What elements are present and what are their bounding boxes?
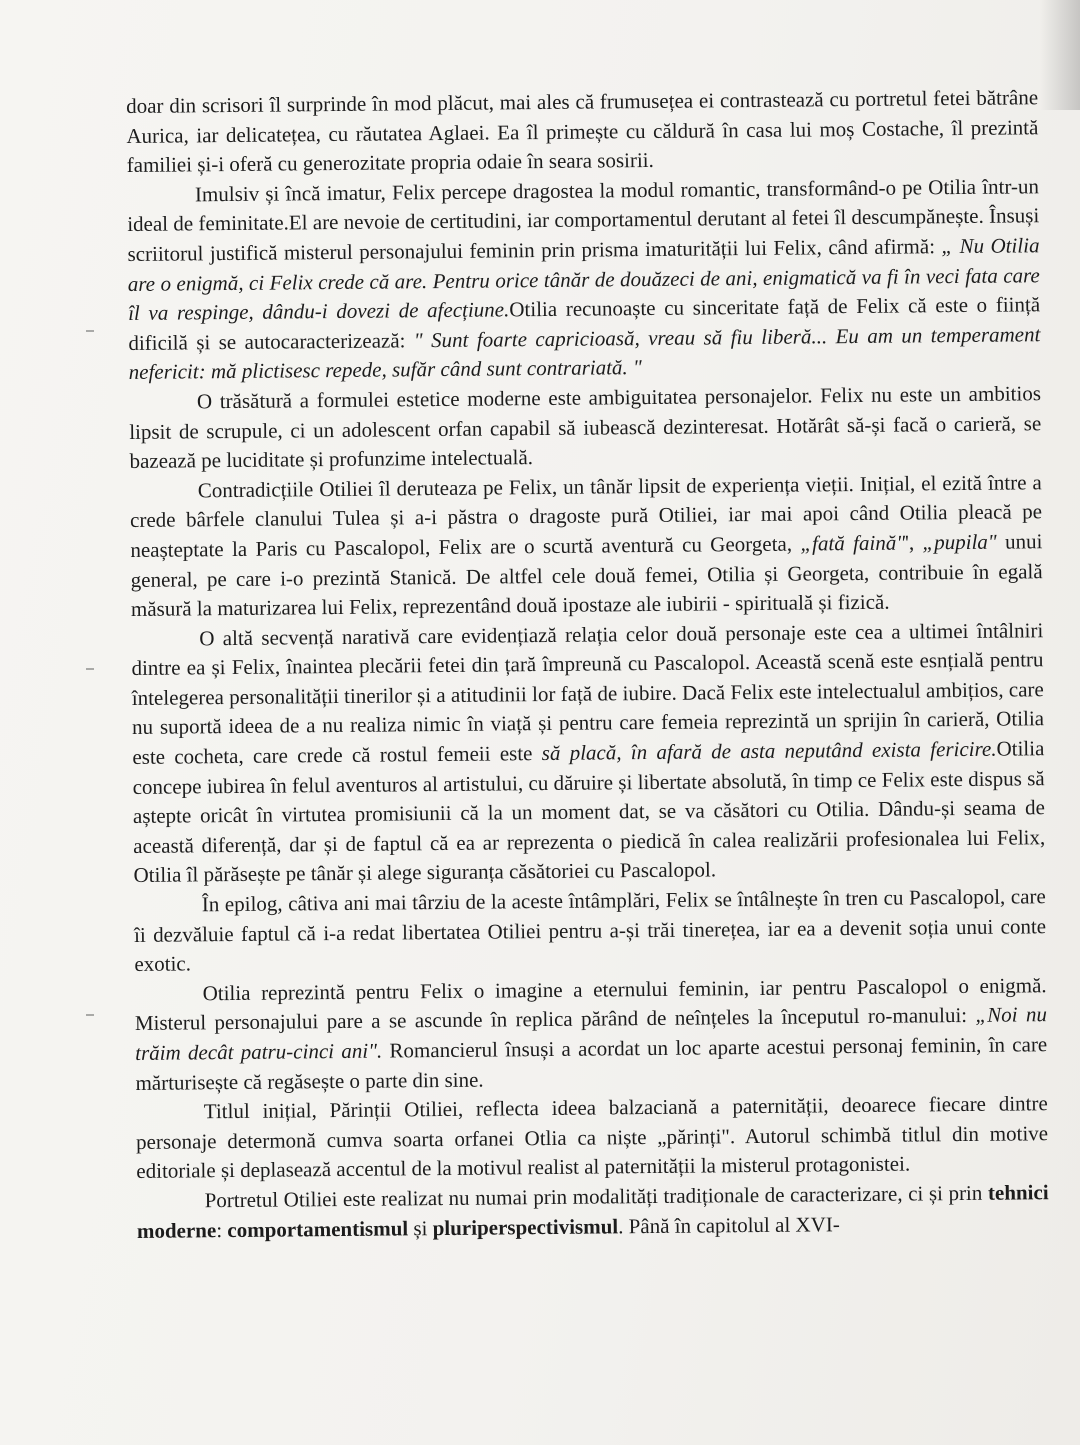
paragraph-9: Portretul Otiliei este realizat nu numai prin modalități tradiționale de caracterizare, ci și prin tehnici moderne: comportamentismul și pluriperspectivismul. Până în capitolul al XVI- [136,1180,1049,1243]
paragraph-5: O altă secvență narativă care evidențiază relația celor două personaje este cea a ultimei întâlniri dintre ea și Felix, înaintea plecării fetei din țară împreună cu Pascalopol. Această scenă este esnțială pentru întelegerea personalității tinerilor și a atitudinii lor față de iubire. Dacă Felix este intelectualul ambițios, care nu suportă ideea de a nu realiza nimic în viață și pentru care femeia reprezintă un sprijin în carieră, Otilia este cocheta, care crede că rostul femeii este să placă, în afară de asta neputând exista fericire.Otilia concepe iubirea în felul aventuros al artistului, cu dăruire și libertate absolută, în timp ce Felix este dispus să aștepte oricât în virtutea promisiunii că la un moment dat, se va căsători cu Otilia. Dându-și seama de această diferență, dar și de faptul că ea ar reprezenta o piedică în calea realizării profesionalea lui Felix, Otilia îl părăsește pe tânăr și alege siguranța căsătoriei cu Pascalopol. [131,617,1046,888]
margin-mark [86,330,94,332]
bold-term: tehnici moderne [136,1180,1049,1243]
paragraph-1: doar din scrisori îl surprinde în mod plăcut, mai ales că frumusețea ei contrastează cu portretul fetei bătrâne Aurica, iar delicatețea, cu răutatea Aglaei. Ea îl primește cu căldură în casa lui moș Costache, îl prezintă familiei și-i oferă cu generozitate propria odaie în seara sosirii. [126,85,1039,178]
quote: " Sunt foarte capricioasă, vreau să fiu liberă... Eu am un temperament nefericit: mă plictisesc repede, sufăr când sunt contrariată. " [128,321,1041,385]
document-body [126,83,1049,1246]
paragraph-8: Titlul inițial, Părinții Otiliei, reflecta ideea balzaciană a paternității, deoarece fiecare dintre personaje determonă cumva soarta orfanei Otlia ca niște „părinți". Autorul schimbă titlul din motive editoriale și deplasează accentul de la motivul realist al paternității la misterul protagonistei. [135,1091,1049,1184]
quote: „Noi nu trăim decât patru-cinci ani". [135,1002,1048,1065]
paragraph-7: Otilia reprezintă pentru Felix o imagine a eternului feminin, iar pentru Pascalopol o enigmă. Misterul personajului pare a se ascunde în replica părând de neînțeles la începutul ro-manului: „Noi nu trăim decât patru-cinci ani". Romancierul însuși a acordat un loc aparte acestui personaj feminin, în care mărturisește că regăsește o parte din sine. [134,973,1048,1095]
bold-term: pluriperspectivismul [432,1213,619,1240]
margin-mark [86,668,94,670]
margin-mark [86,1014,94,1016]
quote: să placă, în afară de asta neputând exista fericire. [541,736,997,766]
paragraph-2: Imulsiv și încă imatur, Felix percepe dragostea la modul romantic, transformând-o pe Otilia într-un ideal de feminitate.El are nevoie de certitudini, iar comportamentul derutant al fetei îl descumpănește. Însuși scriitorul justifică misterul personajului feminin prin prisma imaturității lui Felix, când afirmă: „ Nu Otilia are o enigmă, ci Felix crede că are. Pentru orice tânăr de douăzeci de ani, enigmatică va fi în veci fata care îl va respinge, dându-i dovezi de afecțiune.Otilia recunoaște cu sinceritate față de Felix că este o ființă dificilă și se autocaracterizează: " Sunt foarte capricioasă, vreau să fiu liberă... Eu am un temperament nefericit: mă plictisesc repede, sufăr când sunt contrariată. " [127,174,1041,385]
paragraph-6: În epilog, câtiva ani mai târziu de la aceste întâmplări, Felix se întâlnește în tren cu Pascalopol, care îi dezvăluie faptul că i-a redat libertatea Otiliei pentru a-și trăi tinerețea, iar ea a devenit soția unui conte exotic. [133,884,1047,977]
paragraph-4: Contradicțiile Otiliei îl deruteaza pe Felix, un tânăr lipsit de experiența vieții. Inițial, el ezită între a crede bârfele clanului Tulea și a-i păstra o dragoste pură Otiliei, iar mai apoi când Otilia pleacă pe neașteptate la Paris cu Pascalopol, Felix are o scurtă aventură cu Georgeta, „fată faină"', „pupila" unui general, pe care i-o prezintă Stanică. De altfel cele două femei, Otilia și Georgeta, contribuie în egală măsură la maturizarea lui Felix, reprezentând două ipostaze ale iubirii - spirituală și fizică. [129,469,1043,622]
page-edge-shadow [1040,0,1080,110]
quote: „fată faină" [800,530,906,556]
paragraph-3: O trăsătură a formulei estetice moderne este ambiguitatea personajelor. Felix nu este un ambitios lipsit de scrupule, ci un adolescent orfan capabil să iubească dezinteresat. Hotărât să-și facă o carieră, se bazează pe luciditate și profunzime intelectuală. [129,381,1042,474]
bold-term: comportamentismul [227,1215,409,1242]
quote: „pupila" [922,529,997,555]
quote: „ Nu Otilia are o enigmă, ci Felix crede că are. Pentru orice tânăr de douăzeci de ani, enigmatică va fi în veci fata care îl va respinge, dându-i dovezi de afecțiune. [127,233,1040,326]
